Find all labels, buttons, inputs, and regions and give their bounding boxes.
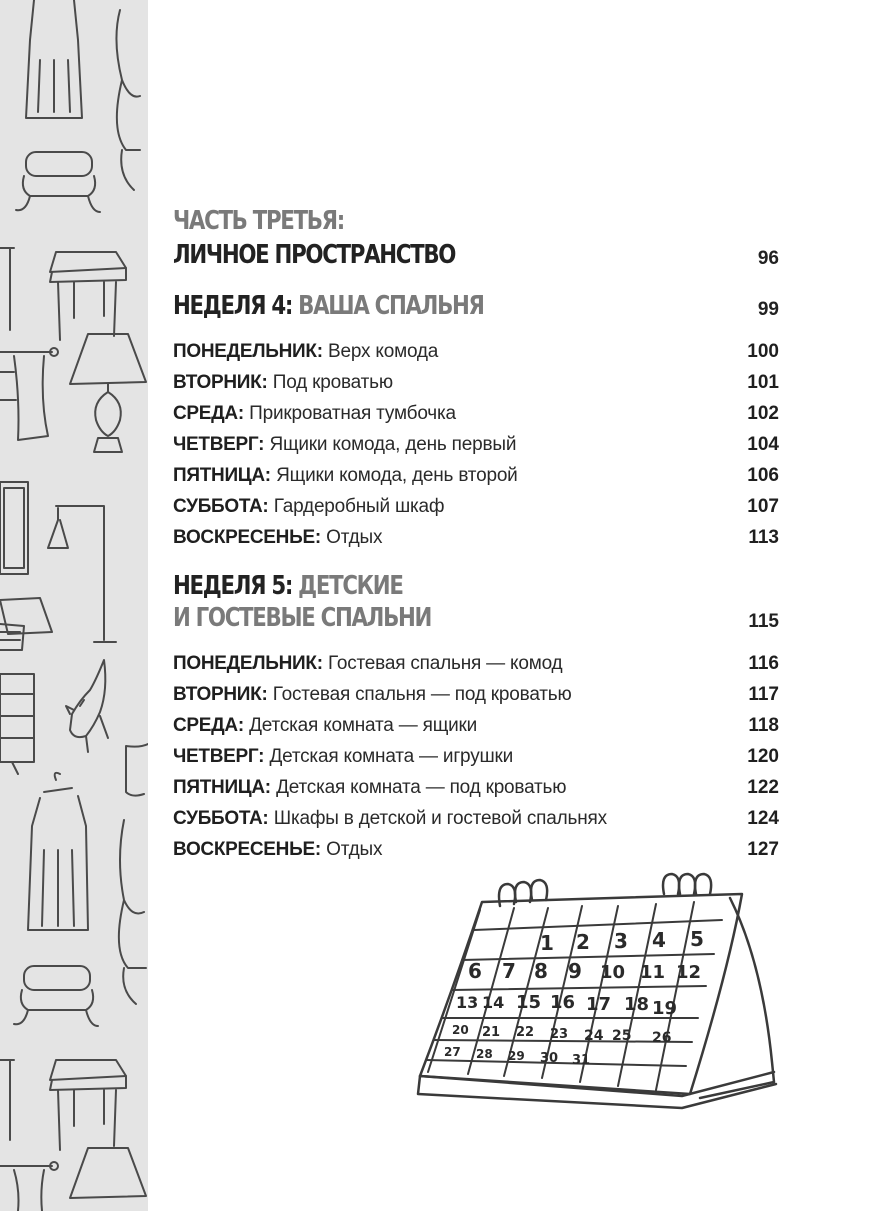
lamp-icon-2 xyxy=(0,1148,146,1211)
calendar-day: 27 xyxy=(444,1045,461,1059)
calendar-day: 21 xyxy=(482,1025,501,1040)
toc-entry xyxy=(173,432,779,458)
toc-entry xyxy=(173,806,779,832)
calendar-day: 22 xyxy=(516,1025,535,1040)
decorative-sidebar xyxy=(0,0,148,1211)
calendar-day: 11 xyxy=(640,962,666,983)
entry-day: ВТОРНИК: xyxy=(173,684,268,705)
entry-topic: Детская комната — ящики xyxy=(249,715,478,736)
hanging-dress-icon xyxy=(28,773,88,930)
calendar-day: 17 xyxy=(586,994,612,1015)
entry-topic: Отдых xyxy=(326,527,383,548)
entry-day: СУББОТА: xyxy=(173,496,269,517)
calendar-day: 16 xyxy=(550,992,576,1013)
calendar-day: 23 xyxy=(550,1027,569,1042)
entry-topic: Отдых xyxy=(326,839,383,860)
entry-topic: Под кроватью xyxy=(272,372,393,393)
entry-topic: Прикроватная тумбочка xyxy=(249,403,456,424)
calendar-day: 28 xyxy=(476,1047,493,1061)
toc-entry xyxy=(173,837,779,863)
entry-topic: Шкафы в детской и гостевой спальнях xyxy=(273,808,607,829)
entry-day: ЧЕТВЕРГ: xyxy=(173,746,265,767)
toc-entry xyxy=(173,494,779,520)
entry-page: 104 xyxy=(747,434,779,455)
calendar-day: 1 xyxy=(540,931,554,955)
desk-calendar-illustration xyxy=(412,872,788,1133)
entry-topic: Гардеробный шкаф xyxy=(273,496,445,517)
week-prefix: НЕДЕЛЯ 5: xyxy=(173,571,293,601)
ottoman-icon-2 xyxy=(50,1060,126,1150)
calendar-day: 15 xyxy=(516,992,542,1013)
stool-icon xyxy=(16,152,100,212)
entry-day: ПОНЕДЕЛЬНИК: xyxy=(173,341,323,362)
part-label: ЧАСТЬ ТРЕТЬЯ: xyxy=(173,206,345,236)
dress-icon xyxy=(26,0,82,118)
entry-topic: Детская комната — игрушки xyxy=(269,746,514,767)
lamp-icon xyxy=(70,334,146,452)
entry-page: 106 xyxy=(747,465,779,486)
side-table-icon-2 xyxy=(0,1060,14,1140)
picture-frame-icon xyxy=(0,482,28,574)
toc-entry xyxy=(173,744,779,770)
calendar-day: 2 xyxy=(576,930,590,954)
entry-page: 100 xyxy=(747,341,779,362)
calendar-day: 8 xyxy=(534,959,548,983)
floor-lamp-icon xyxy=(48,506,116,642)
calendar-day: 13 xyxy=(456,993,479,1012)
calendar-day: 29 xyxy=(508,1049,525,1063)
toc-entry xyxy=(173,713,779,739)
entry-topic: Гостевая спальня — комод xyxy=(328,653,563,674)
ottoman-icon xyxy=(50,252,126,340)
week-title: ВАША СПАЛЬНЯ xyxy=(298,291,484,321)
calendar-day: 25 xyxy=(612,1028,632,1044)
entry-day: ПЯТНИЦА: xyxy=(173,465,271,486)
calendar-day: 4 xyxy=(652,928,666,952)
week-prefix: НЕДЕЛЯ 4: xyxy=(173,291,293,321)
toc-entry xyxy=(173,463,779,489)
cat-icon xyxy=(66,660,108,752)
calendar-day: 10 xyxy=(600,962,626,983)
entry-page: 124 xyxy=(747,808,779,829)
toc-entry xyxy=(173,682,779,708)
entry-topic: Гостевая спальня — под кроватью xyxy=(272,684,572,705)
week-title: ДЕТСКИЕ xyxy=(298,571,403,601)
entry-page: 113 xyxy=(748,527,779,548)
entry-page: 107 xyxy=(747,496,779,517)
calendar-day: 18 xyxy=(624,994,650,1015)
week-page-number: 115 xyxy=(748,611,779,632)
part-title: ЛИЧНОЕ ПРОСТРАНСТВО xyxy=(173,240,456,270)
entry-page: 102 xyxy=(747,403,779,424)
entry-day: ВТОРНИК: xyxy=(173,372,268,393)
entry-topic: Верх комода xyxy=(328,341,439,362)
entry-day: СРЕДА: xyxy=(173,403,244,424)
side-table-icon xyxy=(0,248,14,330)
calendar-day: 6 xyxy=(468,959,482,983)
entry-topic: Ящики комода, день второй xyxy=(276,465,518,486)
week-heading xyxy=(173,291,779,323)
part-page-number: 96 xyxy=(757,248,779,269)
toc-entry xyxy=(173,775,779,801)
wall-sconce-icon xyxy=(126,744,148,796)
calendar-day: 24 xyxy=(584,1028,604,1044)
toc-entry xyxy=(173,401,779,427)
calendar-day: 26 xyxy=(652,1030,672,1046)
toc-entry xyxy=(173,651,779,677)
entry-day: ВОСКРЕСЕНЬЕ: xyxy=(173,839,321,860)
entry-page: 118 xyxy=(748,715,779,736)
entry-day: СРЕДА: xyxy=(173,715,244,736)
week-title-line2: И ГОСТЕВЫЕ СПАЛЬНИ xyxy=(173,603,432,633)
entry-day: СУББОТА: xyxy=(173,808,269,829)
entry-day: ПОНЕДЕЛЬНИК: xyxy=(173,653,323,674)
entry-page: 117 xyxy=(748,684,779,705)
entry-topic: Детская комната — под кроватью xyxy=(276,777,567,798)
chair-back-icon xyxy=(116,10,140,190)
dresser-icon xyxy=(0,674,34,774)
week-heading xyxy=(173,571,779,635)
entry-page: 101 xyxy=(747,372,779,393)
pillows-icon xyxy=(0,598,52,650)
entry-day: ПЯТНИЦА: xyxy=(173,777,271,798)
calendar-day: 7 xyxy=(502,959,516,983)
toc-entry xyxy=(173,525,779,551)
entry-page: 116 xyxy=(748,653,779,674)
calendar-day: 3 xyxy=(614,929,628,953)
calendar-day: 30 xyxy=(540,1051,559,1066)
calendar-day: 5 xyxy=(690,927,704,951)
entry-page: 122 xyxy=(747,777,779,798)
entry-page: 120 xyxy=(747,746,779,767)
curtain-icon xyxy=(0,348,58,440)
calendar-day: 19 xyxy=(652,998,678,1019)
entry-topic: Ящики комода, день первый xyxy=(269,434,517,455)
calendar-day: 9 xyxy=(568,959,582,983)
stool-icon-2 xyxy=(14,966,98,1026)
entry-page: 127 xyxy=(747,839,779,860)
week-page-number: 99 xyxy=(757,299,779,320)
calendar-day: 12 xyxy=(676,962,702,983)
calendar-stand xyxy=(700,898,774,1098)
toc-entry xyxy=(173,370,779,396)
calendar-day: 31 xyxy=(572,1053,591,1068)
part-title-row xyxy=(173,240,779,272)
calendar-day: 20 xyxy=(452,1023,469,1037)
entry-day: ЧЕТВЕРГ: xyxy=(173,434,265,455)
armchair-icon xyxy=(119,820,146,1004)
calendar-day: 14 xyxy=(482,993,505,1012)
entry-day: ВОСКРЕСЕНЬЕ: xyxy=(173,527,321,548)
toc-entry xyxy=(173,339,779,365)
